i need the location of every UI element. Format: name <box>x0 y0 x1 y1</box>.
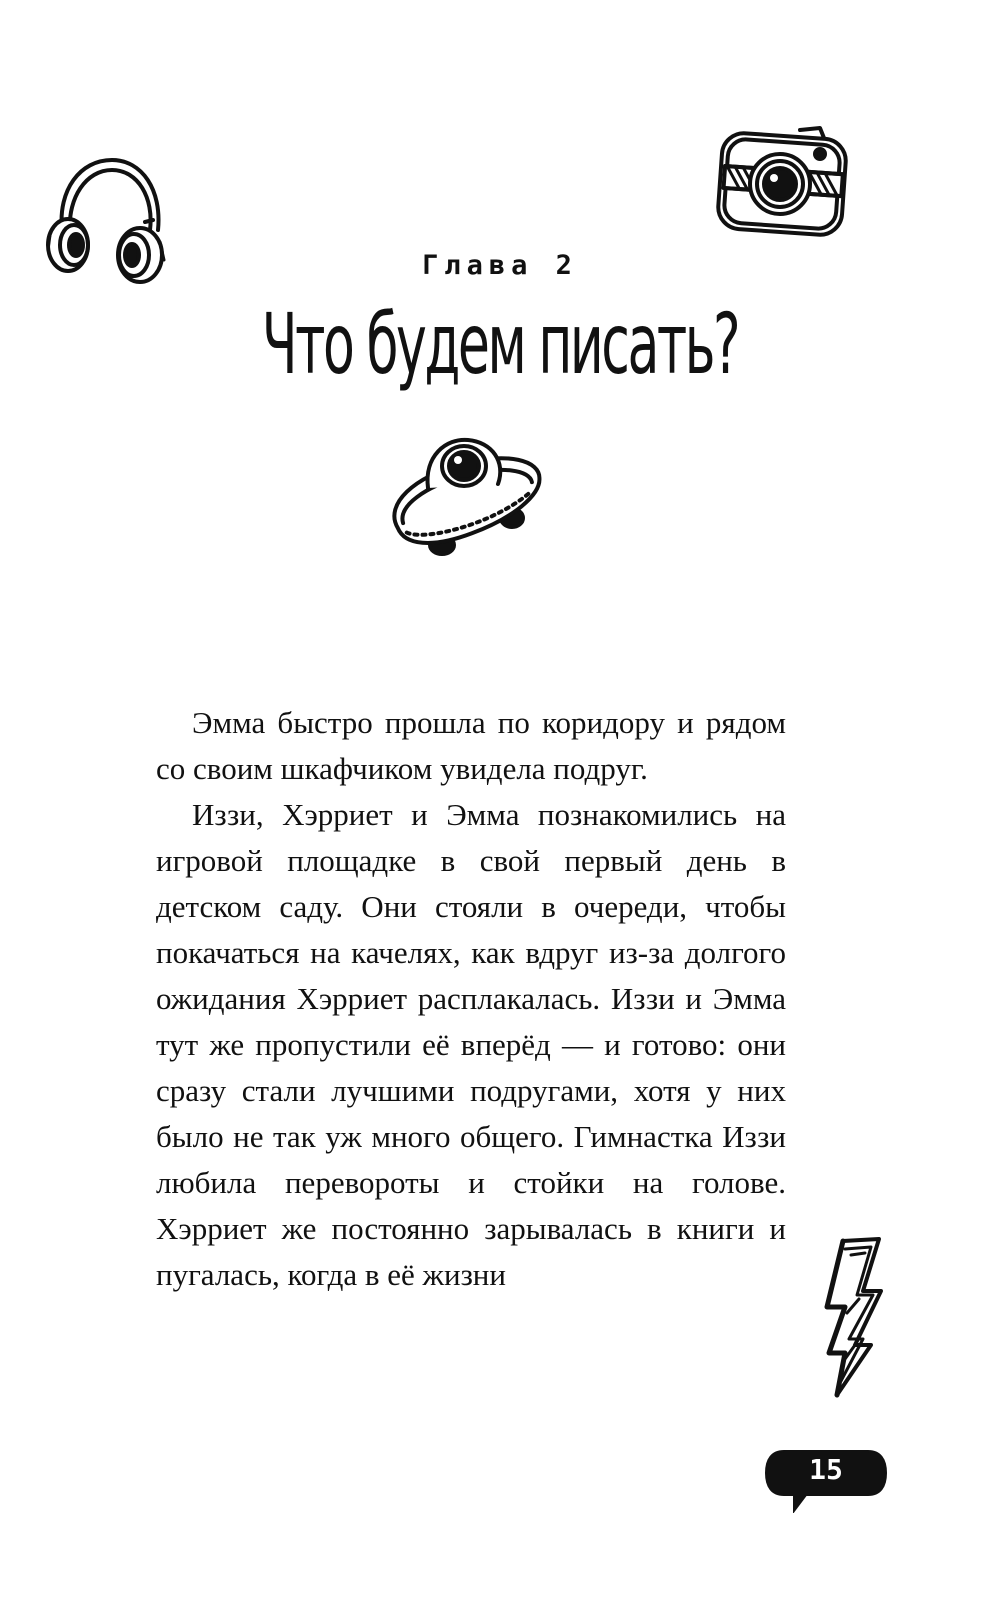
chapter-label: Глава 2 <box>422 250 578 281</box>
body-text <box>156 700 786 1298</box>
page-number-badge <box>764 1445 888 1513</box>
ufo-icon <box>380 430 550 565</box>
chapter-title: Что будем писать? <box>261 295 739 393</box>
page-number: 15 <box>809 1453 843 1486</box>
camera-icon <box>712 118 852 240</box>
paragraph: Иззи, Хэрриет и Эмма познакомились на игровой площадке в свой первый день в детском саду. Они стояли в очереди, чтобы покачаться на качелях, как вдруг из-за долгого ожидания Хэрриет расплакалась. Иззи и Эмма тут же пропустили её вперёд — и готово: они сразу стали лучшими подругами, хотя у них было не так уж много общего. Гимнастка Иззи любила перевороты и стойки на голове. Хэрриет же постоянно зарывалась в книги и пугалась, когда в её жизни <box>156 797 786 1292</box>
paragraph: Эмма быстро прошла по коридору и рядом со своим шкафчиком увидела подруг. <box>156 705 786 786</box>
lightning-bolt-icon <box>815 1235 895 1400</box>
